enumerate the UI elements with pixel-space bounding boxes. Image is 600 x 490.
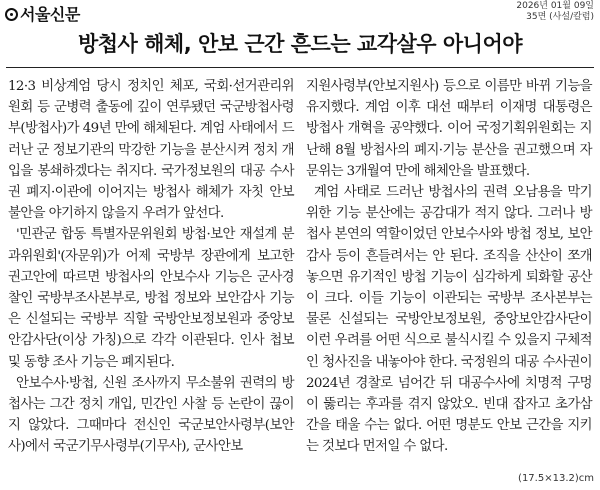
newspaper-logo [5, 2, 80, 25]
paragraph: 안보수사·방첩, 신원 조사까지 무소불위 권력의 방첩사는 그간 정치 개입, 민간인 사찰 등 논란이 끊이지 않았다. 그때마다 전신인 국군보안사령부(보안사)에서 국군기무사령부(기무사), 군사안보 [8, 375, 294, 455]
headline-divider [6, 67, 594, 68]
logo-text: 서울신문 [20, 5, 80, 24]
paragraph: 계엄 사태로 드러난 방첩사의 권력 오남용을 막기 위한 기능 분산에는 공감대가 적지 않다. 그러나 방첩사 본연의 역할이었던 안보수사와 방첩 정보, 보안감사 등이 흔들려서는 안 된다. 조직을 산산이 쪼개 놓으면 유기적인 방첩 기능이 심각하게 퇴화할 공산이 크다. 이들 기능이 이관되는 국방부 조사본부는 물론 신설되는 국방안보정보원, 중앙보안감사단이 이런 우려를 어떤 식으로 불식시킬 수 있을지 구체적인 청사진을 내놓아야 한다. 국정원의 대공 수사권이 2024년 경찰로 넘어간 뒤 대공수사에 치명적 구멍이 뚫리는 후과를 겪지 않았오. 빈대 잡자고 초가삼간을 태울 수는 없다. 어떤 명분도 안보 근간을 지키는 것보다 먼저일 수 없다. [306, 185, 592, 455]
paragraph: 지원사령부(안보지원사) 등으로 이름만 바뀌 기능을 유지했다. 계엄 이후 대선 때부터 이재명 대통령은 방첩사 개혁을 공약했다. 이어 국정기획위원회는 지난해 8월 방첩사의 폐지·기능 분산을 권고했으며 자문위는 3개월여 만에 해체안을 발표했다. [306, 79, 592, 179]
article-column-right [306, 76, 592, 458]
masthead [0, 0, 600, 24]
paragraph: '민관군 합동 특별자문위원회 방첩·보안 재설계 분과위원회'(자문위)가 어제 국방부 장관에게 보고한 권고안에 따르면 방첩사의 안보수사 기능은 군사경찰인 국방부조사본부로, 방첩 정보와 보안감사 기능은 신설되는 국방부 직할 국방안보정보원과 중앙보안감사단(이상 가칭)으로 각각 이관된다. 인사 첩보 및 동향 조사 기능은 폐지된다. [8, 227, 294, 370]
issue-page: 35면 (사설/칼럼) [526, 12, 594, 22]
paragraph: 12·3 비상계엄 당시 정치인 체포, 국회·선거관리위원회 등 군병력 출동에 깊이 연루됐던 국군방첩사령부(방첩사)가 49년 만에 해체된다. 계엄 사태에서 드러난 군 정보기관의 막강한 기능을 분산시켜 정치 개입을 봉쇄하겠다는 취지다. 국가정보원의 대공 수사권 폐지·이관에 이어지는 방첩사 해체가 자칫 안보 불안을 야기하지 않을지 우려가 앞선다. [8, 79, 294, 222]
article-size-label: (17.5×13.2)cm [518, 473, 594, 484]
logo-mark-icon [5, 8, 18, 21]
issue-meta [516, 1, 594, 23]
issue-date: 2026년 01월 09일 [516, 1, 594, 11]
article-column-left [8, 76, 294, 458]
article-headline: 방첩사 해체, 안보 근간 흔드는 교각살우 아니어야 [77, 32, 523, 56]
